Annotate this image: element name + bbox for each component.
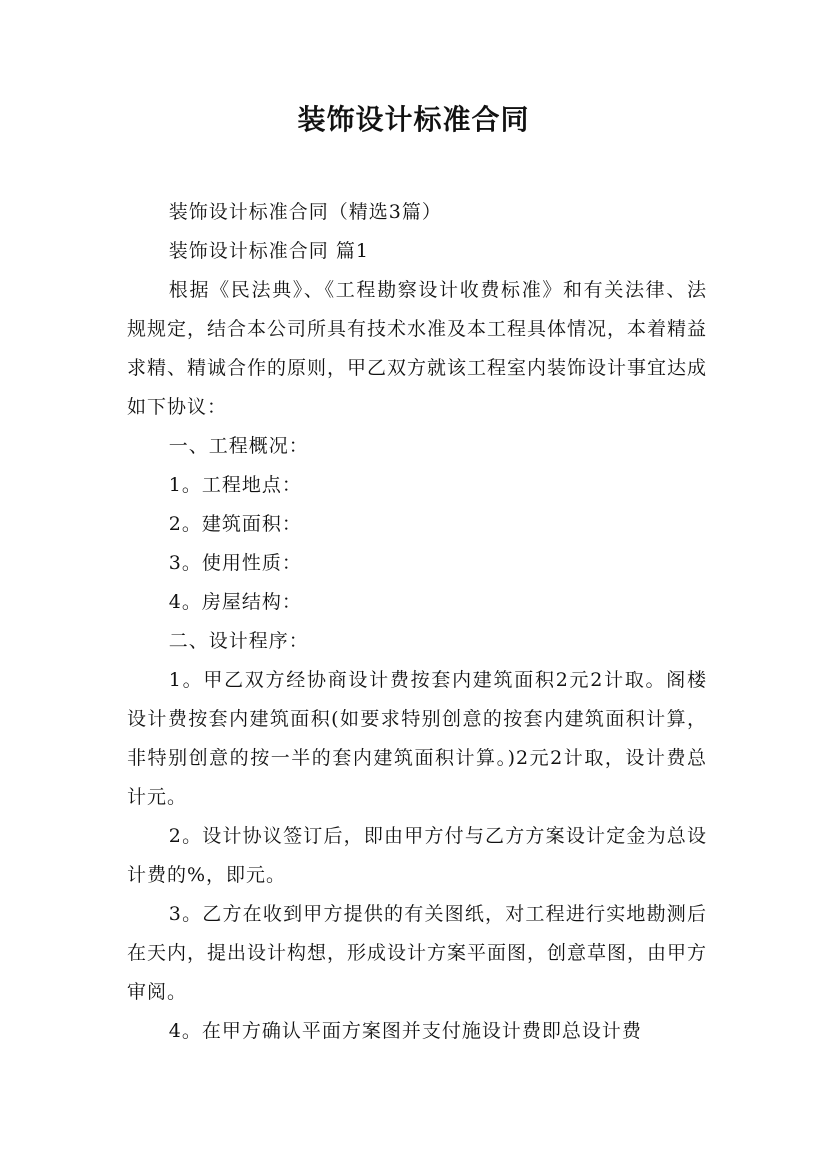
paragraph: 装饰设计标准合同 篇1	[168, 240, 369, 262]
paragraph: 1。工程地点：	[168, 474, 302, 496]
paragraph: 二、设计程序：	[168, 630, 309, 652]
paragraph: 2。建筑面积：	[168, 513, 302, 535]
document-body	[127, 193, 707, 1051]
paragraph: 3。乙方在收到甲方提供的有关图纸，对工程进行实地勘测后在天内，提出设计构想，形成设计方案平面图，创意草图，由甲方审阅。	[127, 903, 708, 1003]
paragraph: 3。使用性质：	[168, 552, 302, 574]
paragraph: 4。房屋结构：	[168, 591, 302, 613]
paragraph: 装饰设计标准合同（精选3篇）	[168, 201, 442, 223]
paragraph: 4。在甲方确认平面方案图并支付施设计费即总设计费	[168, 1020, 642, 1042]
paragraph: 根据《民法典》、《工程勘察设计收费标准》和有关法律、法规规定，结合本公司所具有技术水准及本工程具体情况，本着精益求精、精诚合作的原则，甲乙双方就该工程室内装饰设计事宜达成如下协议：	[127, 279, 708, 418]
paragraph: 1。甲乙双方经协商设计费按套内建筑面积2元2计取。阁楼设计费按套内建筑面积(如要求特别创意的按套内建筑面积计算，非特别创意的按一半的套内建筑面积计算。)2元2计取，设计费总计元。	[127, 669, 707, 808]
paragraph: 2。设计协议签订后，即由甲方付与乙方方案设计定金为总设计费的%，即元。	[127, 825, 707, 886]
paragraph: 一、工程概况：	[168, 435, 309, 457]
document-title: 装饰设计标准合同	[297, 103, 530, 136]
